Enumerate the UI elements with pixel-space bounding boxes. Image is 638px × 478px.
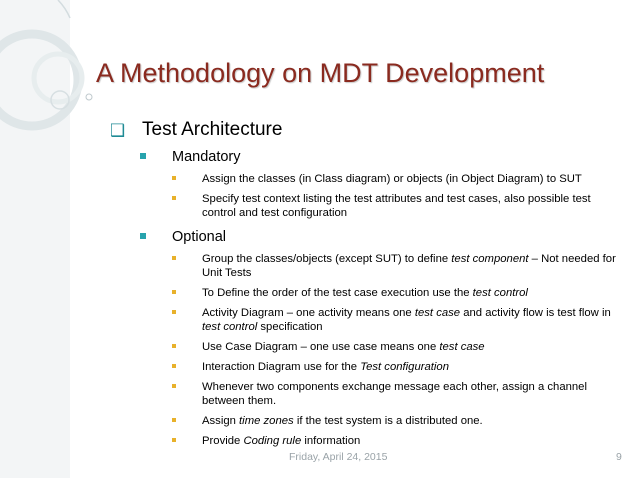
italic-term: Coding rule xyxy=(243,435,302,447)
bullet-text xyxy=(202,381,587,407)
bullet-l3 xyxy=(110,340,620,354)
text-segment: Activity Diagram – one activity means one xyxy=(202,307,415,319)
square-bullet-icon xyxy=(140,153,146,159)
text-segment: specification xyxy=(257,321,323,333)
text-segment: Use Case Diagram – one use case means one xyxy=(202,341,440,353)
text-segment: – Not needed for Unit Tests xyxy=(202,253,616,279)
bullet-text xyxy=(202,341,485,353)
small-square-bullet-icon xyxy=(172,418,176,422)
ring-large xyxy=(0,34,78,126)
italic-term: Test configuration xyxy=(360,361,449,373)
bullet-l2 xyxy=(110,228,620,247)
small-square-bullet-icon xyxy=(172,384,176,388)
footer-date: Friday, April 24, 2015 xyxy=(289,451,388,463)
italic-term: test case xyxy=(414,307,461,319)
small-square-bullet-icon xyxy=(172,256,176,260)
bullet-l3 xyxy=(110,414,620,428)
text-segment: Assign the classes (in Class diagram) or objects (in Object Diagram) to SUT xyxy=(202,173,582,185)
bullet-text xyxy=(202,253,616,279)
bullet-text xyxy=(202,415,483,427)
italic-term: test control xyxy=(202,321,258,333)
ring-small-right xyxy=(86,94,92,100)
bullet-text xyxy=(202,435,360,447)
small-square-bullet-icon xyxy=(172,310,176,314)
text-segment: if the test system is a distributed one. xyxy=(293,415,483,427)
italic-term: test control xyxy=(472,287,528,299)
italic-term: test case xyxy=(439,341,485,353)
checkbox-bullet-icon: ❑ xyxy=(110,121,126,140)
slide-content xyxy=(110,118,620,454)
text-segment: Interaction Diagram use for the xyxy=(202,361,361,373)
text-segment: information xyxy=(301,435,361,447)
bullet-l3 xyxy=(110,252,620,280)
bullet-text xyxy=(202,173,582,185)
text-segment: Assign xyxy=(202,415,240,427)
small-square-bullet-icon xyxy=(172,438,176,442)
group-label: Optional xyxy=(172,229,227,245)
bullet-text xyxy=(202,361,449,373)
small-square-bullet-icon xyxy=(172,364,176,368)
bullet-l2 xyxy=(110,148,620,167)
bullet-text xyxy=(202,193,591,219)
bullet-l3 xyxy=(110,286,620,300)
text-segment: Provide xyxy=(202,435,244,447)
bullet-l3 xyxy=(110,192,620,220)
bullet-l3 xyxy=(110,434,620,448)
small-square-bullet-icon xyxy=(172,196,176,200)
text-segment: Group the classes/objects (except SUT) to define xyxy=(202,253,452,265)
slide-title: A Methodology on MDT Development xyxy=(96,58,545,88)
arc-top xyxy=(58,0,70,18)
bullet-l3 xyxy=(110,360,620,374)
bullet-l3 xyxy=(110,380,620,408)
small-square-bullet-icon xyxy=(172,344,176,348)
italic-term: time zones xyxy=(239,415,294,427)
small-square-bullet-icon xyxy=(172,176,176,180)
small-square-bullet-icon xyxy=(172,290,176,294)
bullet-text xyxy=(202,307,611,333)
bullet-text xyxy=(202,287,528,299)
group-label: Mandatory xyxy=(172,149,241,165)
section-heading: Test Architecture xyxy=(142,119,283,140)
text-segment: Whenever two components exchange message each other, assign a channel between them. xyxy=(202,381,587,407)
square-bullet-icon xyxy=(140,233,146,239)
italic-term: test component xyxy=(451,253,529,265)
bullet-l3 xyxy=(110,172,620,186)
text-segment: To Define the order of the test case execution use the xyxy=(202,287,473,299)
page-number: 9 xyxy=(616,451,622,463)
text-segment: Specify test context listing the test attributes and test cases, also possible test control and test configuration xyxy=(202,193,591,219)
bullet-l3 xyxy=(110,306,620,334)
text-segment: and activity flow is test flow in xyxy=(460,307,611,319)
bullet-l1 xyxy=(110,118,620,142)
